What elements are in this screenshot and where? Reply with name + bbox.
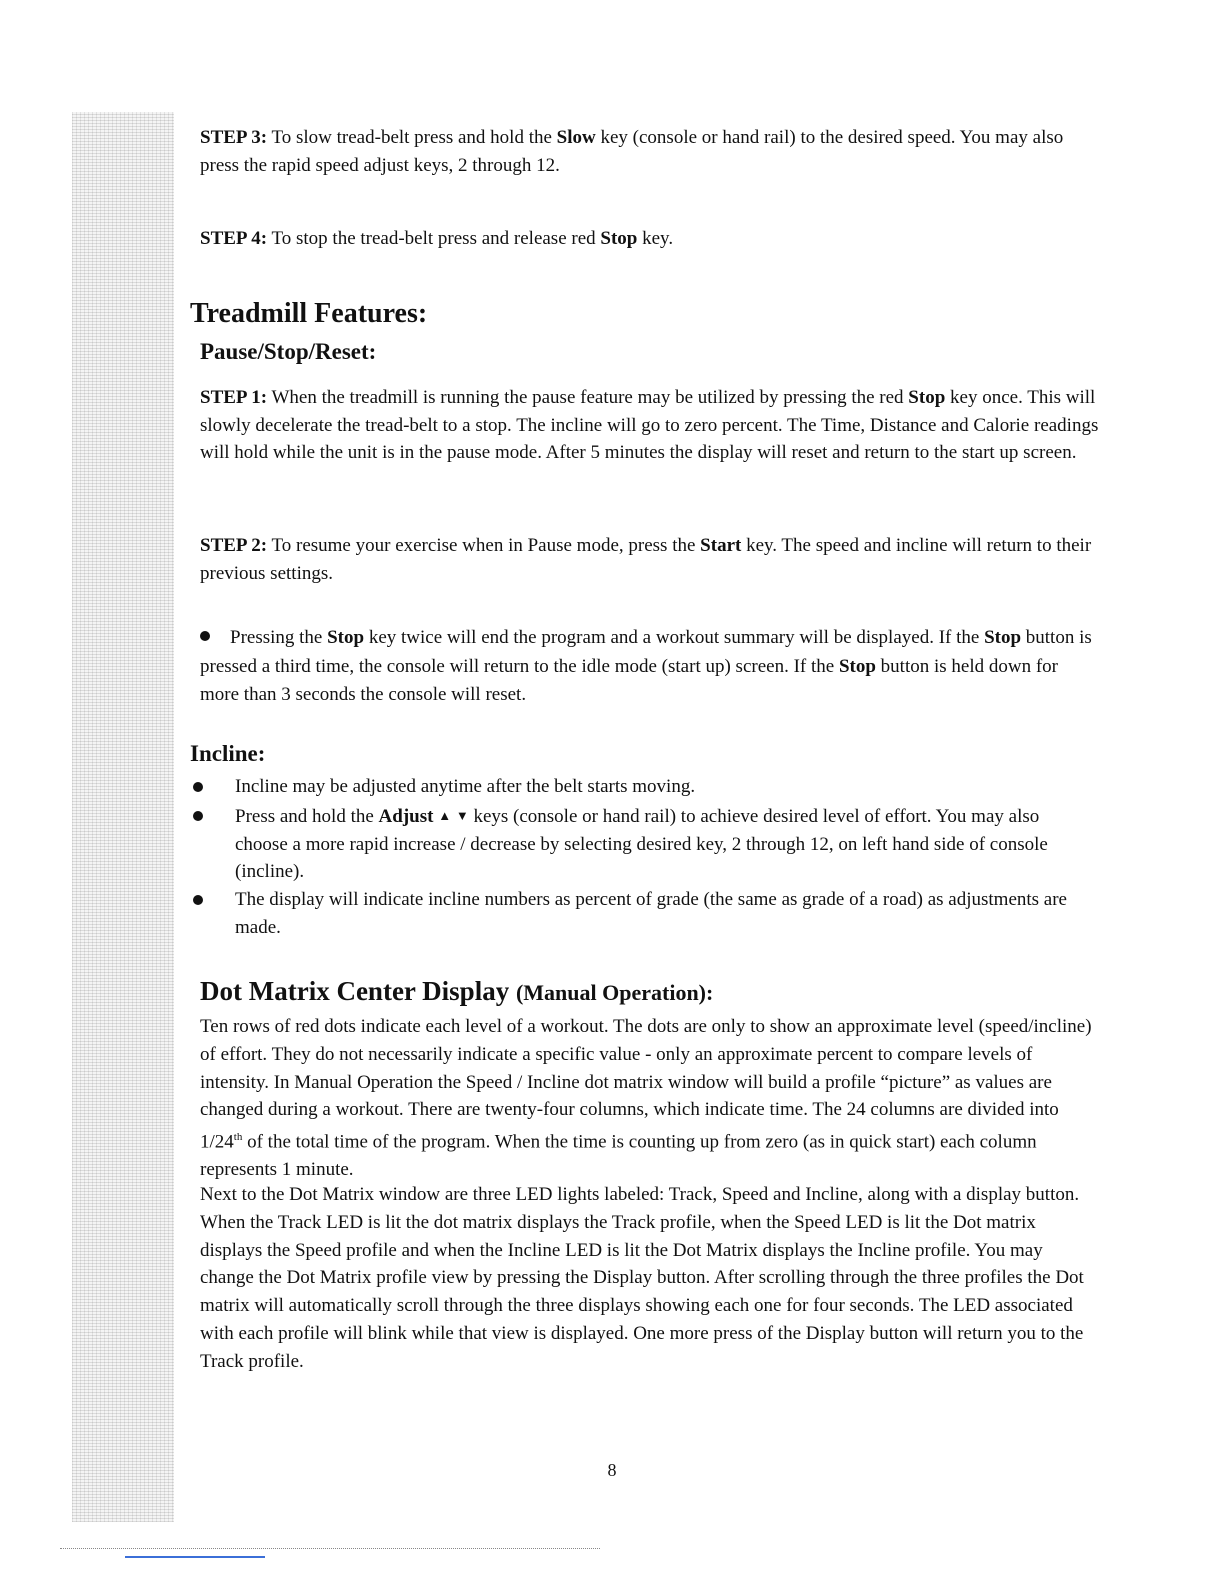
dot-matrix-heading xyxy=(200,976,713,1007)
slow-key-name: Slow xyxy=(556,127,596,148)
dot-matrix-heading-text: Dot Matrix Center Display xyxy=(200,976,510,1006)
bullet-icon xyxy=(193,895,203,905)
incline-bullet-2-lead: Press and hold the xyxy=(235,806,379,827)
pause-step2-paragraph xyxy=(200,532,1100,587)
incline-bullet-1 xyxy=(193,773,1093,801)
pause-step1-text-cont: key once. This will slowly decelerate the tread-belt to a stop. The incline will go to zero percent. The Time, Distance and Calorie readings will hold while the unit is in the pause mode. After 5 minutes the display will reset and return to the start up screen. xyxy=(200,387,1099,463)
stop-key-name: Stop xyxy=(327,627,365,648)
dot-matrix-paragraph-1 xyxy=(200,1013,1100,1184)
dot-matrix-p1-text: Ten rows of red dots indicate each level of a workout. The dots are only to show an approximate level (speed/incline) of effort. They do not necessarily indicate a specific value - only an approximate percent to compare levels of intensity. In Manual Operation the Speed / Incline dot matrix window will build a profile “picture” as values are changed during a workout. There are twenty-four columns, which indicate time. The 24 columns are divided into 1/24 xyxy=(200,1016,1092,1153)
scan-edge-line xyxy=(60,1548,600,1549)
stop-key-name: Stop xyxy=(908,387,946,408)
step4-text-cont: key. xyxy=(637,228,674,249)
pause-step1-text: When the treadmill is running the pause feature may be utilized by pressing the red xyxy=(267,387,909,408)
pause-step1-paragraph xyxy=(200,384,1100,467)
treadmill-features-heading: Treadmill Features: xyxy=(190,298,428,329)
stop-note-text: button is held down for more than 3 seconds the console will reset. xyxy=(200,655,1058,705)
start-key-name: Start xyxy=(700,535,742,556)
pause-step2-text-cont: key. The speed and incline will return to their previous settings. xyxy=(200,535,1092,584)
stop-note-text: button is pressed a third time, the console will return to the idle mode (start up) screen. If the xyxy=(200,627,1092,677)
stop-key-name: Stop xyxy=(838,655,876,677)
down-arrow-icon: ▼ xyxy=(455,808,469,823)
incline-bullet-3-text: The display will indicate incline numbers as percent of grade (the same as grade of a road) as adjustments are made. xyxy=(235,889,1067,938)
page-number: 8 xyxy=(607,1460,617,1480)
bullet-icon xyxy=(193,811,203,821)
adjust-key-name: Adjust xyxy=(378,806,434,827)
bullet-icon xyxy=(193,782,203,792)
ordinal-suffix: th xyxy=(233,1131,243,1144)
incline-bullet-2-cont: keys (console or hand rail) to achieve desired level of effort. You may also choose a more rapid increase / decrease by selecting desired key, 2 through 12, on left hand side of console (incline). xyxy=(235,806,1048,882)
dot-matrix-paragraph-2: Next to the Dot Matrix window are three LED lights labeled: Track, Speed and Incline, along with a display button. When the Track LED is lit the dot matrix displays the Track profile, when the Speed LED is lit the Dot matrix displays the Speed profile and when the Incline LED is lit the Dot Matrix displays the Incline profile. You may change the Dot Matrix profile view by pressing the Display button. After scrolling through the three profiles the Dot matrix will automatically scroll through the three displays showing each one for four seconds. The LED associated with each profile will blink while that view is displayed. One more press of the Display button will return you to the Track profile. xyxy=(200,1184,1084,1372)
scan-binding-strip xyxy=(72,112,174,1522)
dot-matrix-subheading: (Manual Operation): xyxy=(515,980,714,1005)
incline-heading: Incline: xyxy=(190,741,266,766)
stop-note-text: key twice will end the program and a workout summary will be displayed. If the xyxy=(364,627,985,648)
stop-key-name: Stop xyxy=(600,228,638,249)
stop-key-note xyxy=(200,624,1100,710)
incline-bullet-2-text xyxy=(235,802,1093,886)
step3-text: To slow tread-belt press and hold the xyxy=(267,127,557,148)
stop-note-text: Pressing the xyxy=(230,627,328,648)
incline-bullet-1-text: Incline may be adjusted anytime after the belt starts moving. xyxy=(235,776,696,797)
step3-paragraph xyxy=(200,124,1100,179)
step4-label: STEP 4: xyxy=(200,228,268,249)
dot-matrix-p1-cont: of the total time of the program. When the time is counting up from zero (as in quick start) each column represents 1 minute. xyxy=(200,1131,1037,1181)
stop-key-name: Stop xyxy=(984,627,1022,648)
incline-bullet-2 xyxy=(193,802,1093,886)
step4-text: To stop the tread-belt press and release red xyxy=(267,228,601,249)
step3-text-cont: key (console or hand rail) to the desired speed. You may also press the rapid speed adjust keys, 2 through 12. xyxy=(200,127,1064,176)
pause-step2-text: To resume your exercise when in Pause mode, press the xyxy=(267,535,701,556)
step3-label: STEP 3: xyxy=(200,127,268,148)
pause-stop-reset-heading: Pause/Stop/Reset: xyxy=(200,339,377,364)
bullet-icon xyxy=(200,631,210,641)
incline-bullet-3 xyxy=(193,886,1093,941)
up-arrow-icon: ▲ xyxy=(438,808,452,823)
step4-paragraph xyxy=(200,225,1100,253)
pause-step1-label: STEP 1: xyxy=(200,387,268,408)
scan-edge-mark xyxy=(125,1556,265,1558)
pause-step2-label: STEP 2: xyxy=(200,535,268,556)
